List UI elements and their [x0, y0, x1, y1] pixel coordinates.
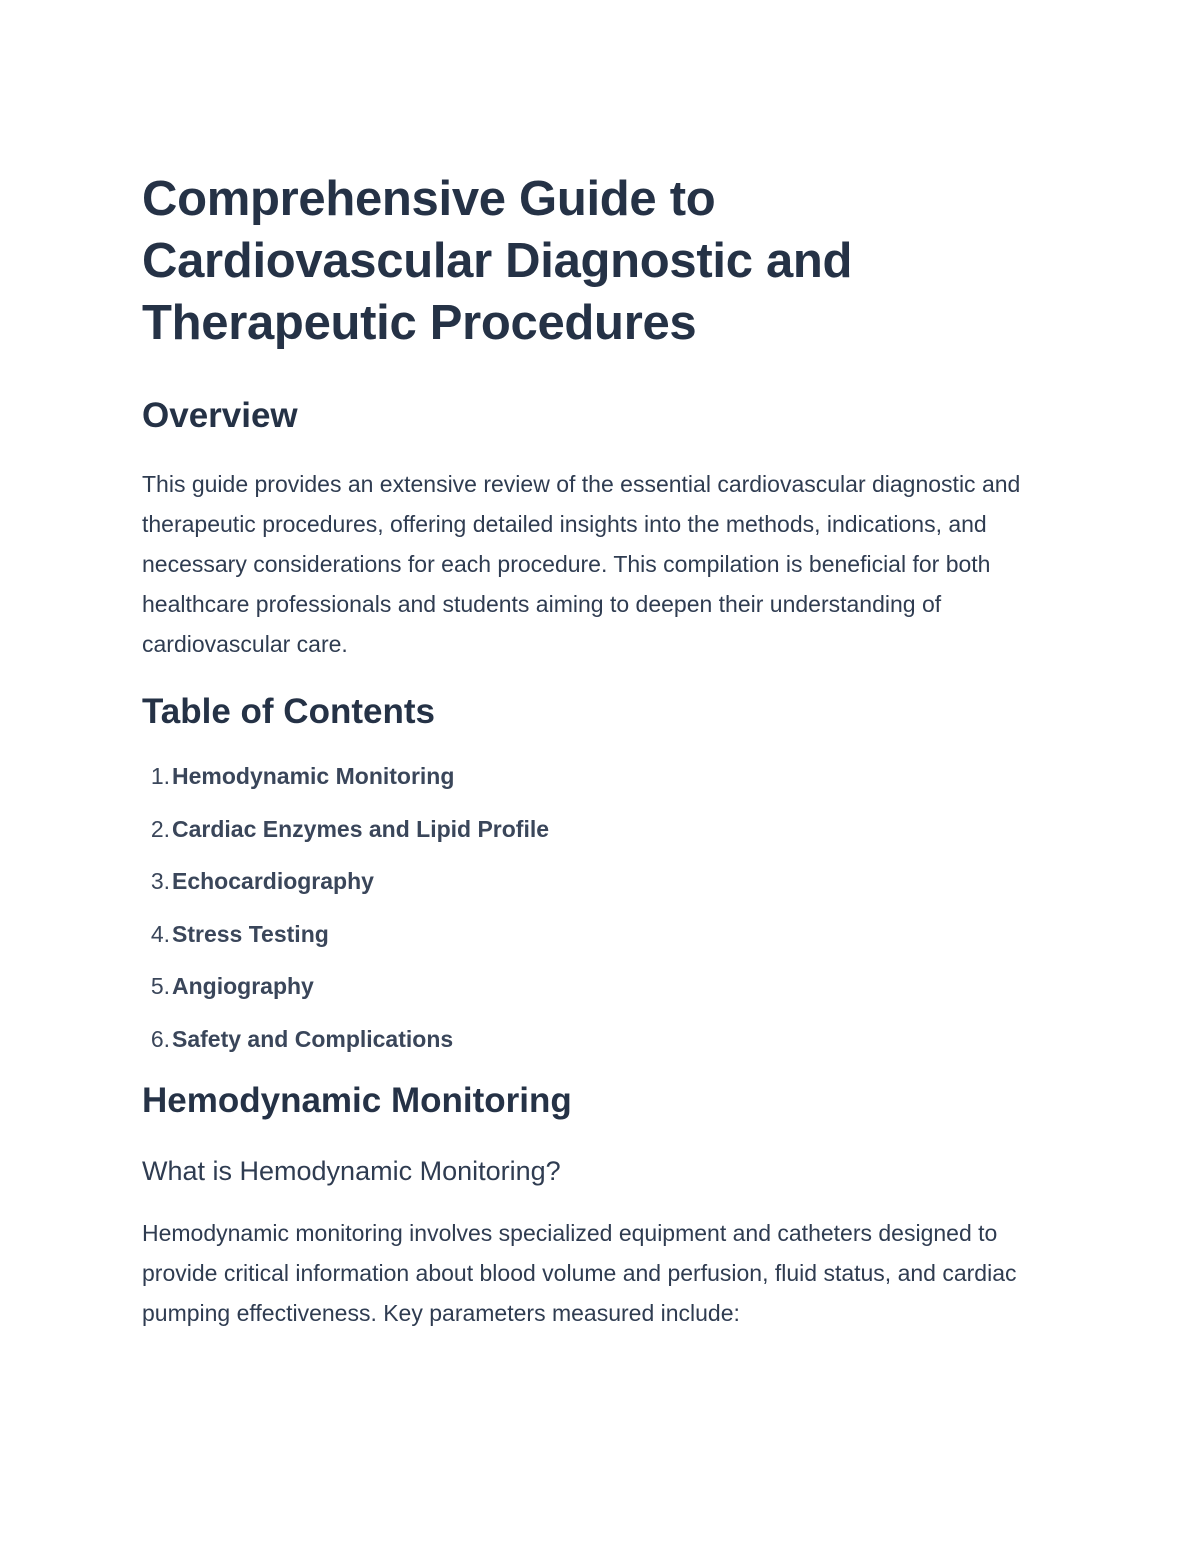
overview-heading: Overview: [142, 396, 298, 435]
toc-item-label: Hemodynamic Monitoring: [172, 763, 455, 789]
toc-item-safety-complications[interactable]: [142, 1026, 1072, 1053]
toc-item-number: 2.: [150, 815, 170, 842]
toc-item-label: Angiography: [172, 973, 314, 1000]
title-line-1: Comprehensive Guide to: [142, 172, 716, 226]
toc-item-number: 6.: [150, 1025, 170, 1052]
toc-item-label: Cardiac Enzymes and Lipid Profile: [172, 815, 550, 842]
hemodynamic-paragraph: Hemodynamic monitoring involves specialized equipment and catheters designed to provide critical information about blood volume and perfusion, fluid status, and cardiac pumping effectiveness. Key parameters measured include:: [142, 1219, 1017, 1326]
title-line-2: Cardiovascular Diagnostic and: [142, 234, 853, 288]
toc-item-label: Echocardiography: [172, 868, 374, 895]
hemodynamic-heading: Hemodynamic Monitoring: [142, 1080, 572, 1120]
hemodynamic-subheading: What is Hemodynamic Monitoring?: [142, 1155, 561, 1186]
title-line-3: Therapeutic Procedures: [142, 296, 697, 350]
toc-item-number: 5.: [150, 973, 170, 1000]
toc-item-hemodynamic-monitoring[interactable]: [142, 763, 1072, 790]
toc-item-number: 3.: [150, 868, 170, 895]
overview-paragraph: This guide provides an extensive review of the essential cardiovascular diagnostic and therapeutic procedures, offering detailed insights into the methods, indications, and necessary considerations for each procedure. This compilation is beneficial for both healthcare professionals and students aiming to deepen their understanding of cardiovascular care.: [142, 471, 1021, 657]
toc-item-cardiac-enzymes[interactable]: [142, 816, 1072, 843]
table-of-contents: [142, 763, 1072, 1053]
document-page: [142, 168, 1072, 1333]
toc-item-angiography[interactable]: [142, 973, 1072, 1000]
toc-item-number: 1.: [150, 763, 170, 789]
toc-item-stress-testing[interactable]: [142, 921, 1072, 948]
toc-heading: Table of Contents: [142, 692, 435, 731]
toc-item-label: Stress Testing: [172, 920, 329, 947]
toc-item-echocardiography[interactable]: [142, 868, 1072, 895]
toc-item-label: Safety and Complications: [172, 1025, 454, 1052]
document-title: [142, 168, 1072, 354]
toc-item-number: 4.: [150, 920, 170, 947]
